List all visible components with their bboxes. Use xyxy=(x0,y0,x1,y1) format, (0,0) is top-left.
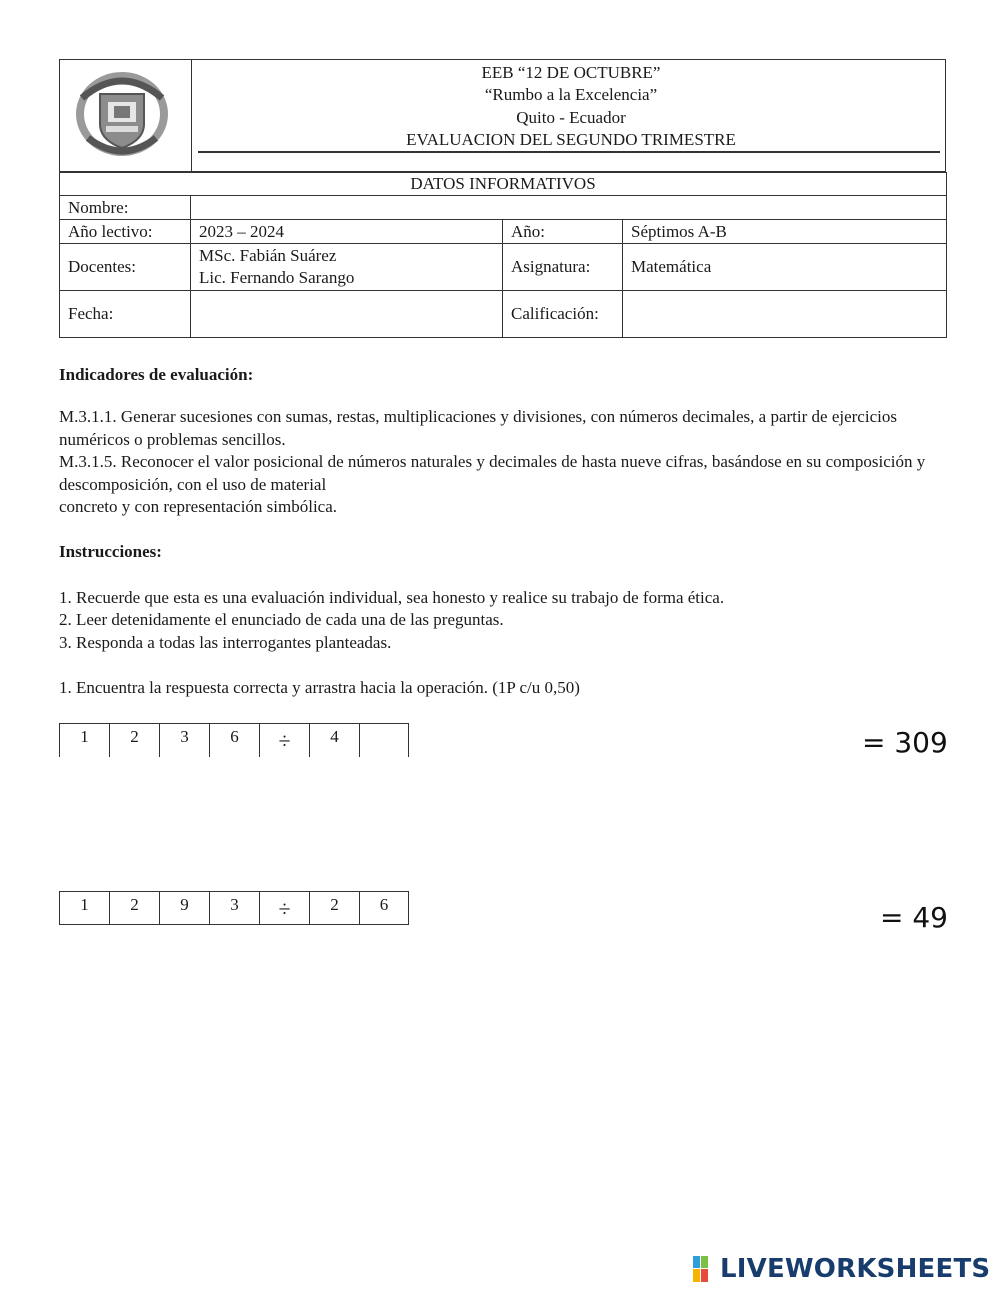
operation-1 xyxy=(59,723,409,757)
operation-2 xyxy=(59,891,409,925)
date-label: Fecha: xyxy=(60,291,191,338)
indicator-1: M.3.1.1. Generar sucesiones con sumas, restas, multiplicaciones y divisiones, con números decimales, a partir de ejercicios numéricos o problemas sencillos. xyxy=(59,407,897,449)
info-table-title: DATOS INFORMATIVOS xyxy=(60,173,947,196)
indicators-heading: Indicadores de evaluación: xyxy=(59,365,254,384)
header-box xyxy=(59,59,946,172)
teachers-value xyxy=(191,244,503,291)
school-year-value: 2023 – 2024 xyxy=(191,220,503,244)
instruction-3: 3. Responda a todas las interrogantes planteadas. xyxy=(59,633,392,652)
instruction-1: 1. Recuerde que esta es una evaluación individual, sea honesto y realice su trabajo de forma ética. xyxy=(59,588,725,607)
instruction-2: 2. Leer detenidamente el enunciado de cada una de las preguntas. xyxy=(59,610,504,629)
liveworksheets-wordmark: LIVEWORKSHEETS xyxy=(720,1254,991,1284)
name-field[interactable] xyxy=(191,196,947,220)
school-name: EEB “12 DE OCTUBRE” xyxy=(481,63,661,82)
operation-1-result[interactable]: = 309 xyxy=(862,726,948,759)
operation-1-digit xyxy=(359,723,409,757)
operation-2-digit: 2 xyxy=(109,891,159,925)
indicator-3: concreto y con representación simbólica. xyxy=(59,497,338,516)
operation-2-digit: 9 xyxy=(159,891,209,925)
subject-label: Asignatura: xyxy=(503,244,623,291)
division-sign: ÷ xyxy=(259,891,309,925)
header-rule xyxy=(198,151,940,153)
operation-2-digit: 2 xyxy=(309,891,359,925)
question-1-prompt: 1. Encuentra la respuesta correcta y arrastra hacia la operación. (1P c/u 0,50) xyxy=(59,678,580,697)
division-sign: ÷ xyxy=(259,723,309,757)
grade-label: Año: xyxy=(503,220,623,244)
operation-1-digit: 1 xyxy=(59,723,109,757)
operation-1-digit: 3 xyxy=(159,723,209,757)
operation-2-result[interactable]: = 49 xyxy=(880,901,948,934)
indicator-2: M.3.1.5. Reconocer el valor posicional de números naturales y decimales de hasta nueve cifras, basándose en su composición y descomposición, con el uso de material xyxy=(59,452,926,494)
school-year-label: Año lectivo: xyxy=(60,220,191,244)
subject-value: Matemática xyxy=(623,244,947,291)
grade-value: Séptimos A-B xyxy=(623,220,947,244)
exam-title: EVALUACION DEL SEGUNDO TRIMESTRE xyxy=(406,130,736,149)
school-motto: “Rumbo a la Excelencia” xyxy=(484,85,658,104)
teachers-label: Docentes: xyxy=(60,244,191,291)
liveworksheets-brand xyxy=(693,1254,990,1284)
score-field xyxy=(623,291,947,338)
school-logo-icon xyxy=(72,68,172,164)
operation-2-digit: 6 xyxy=(359,891,409,925)
liveworksheets-logo-icon xyxy=(693,1256,717,1282)
name-label: Nombre: xyxy=(60,196,191,220)
teacher-2: Lic. Fernando Sarango xyxy=(199,268,355,287)
info-table xyxy=(59,172,947,338)
operation-2-digit: 3 xyxy=(209,891,259,925)
operation-1-digit: 4 xyxy=(309,723,359,757)
teacher-1: MSc. Fabián Suárez xyxy=(199,246,337,265)
score-label: Calificación: xyxy=(503,291,623,338)
operation-2-digit: 1 xyxy=(59,891,109,925)
school-location: Quito - Ecuador xyxy=(516,108,626,127)
operation-1-digit: 6 xyxy=(209,723,259,757)
instructions-heading: Instrucciones: xyxy=(59,542,162,561)
date-field[interactable] xyxy=(191,291,503,338)
operation-1-digit: 2 xyxy=(109,723,159,757)
